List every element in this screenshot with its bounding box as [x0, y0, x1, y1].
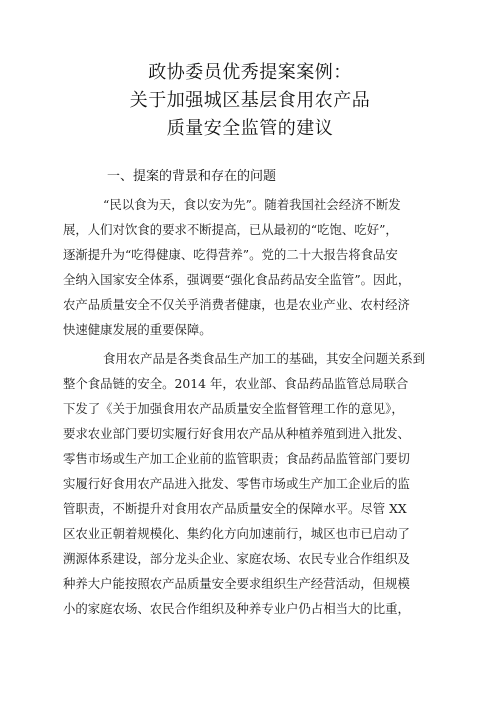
document-title-line-1: 政协委员优秀提案案例：: [148, 62, 352, 83]
document-title-line-3: 质量安全监管的建议: [166, 118, 334, 139]
paragraph-line: 展，人们对饮食的要求不断提高，已从最初的“吃饱、吃好”，: [63, 222, 398, 237]
paragraph-line: 全纳入国家安全体系，强调要“强化食品药品安全监管”。因此，: [63, 272, 411, 287]
paragraph-line: 区农业正朝着规模化、集约化方向加速前行，城区也市已启动了: [63, 526, 410, 541]
paragraph-line: 管职责，不断提升对食用农产品质量安全的保障水平。尽管 XX: [63, 501, 407, 516]
paragraph-line: 小的家庭农场、农民合作组织及种养专业户仍占相当大的比重，: [63, 601, 410, 616]
document-title-line-2: 关于加强城区基层食用农产品: [129, 90, 371, 111]
paragraph-line: 零售市场或生产加工企业前的监管职责；食品药品监管部门要切: [63, 451, 410, 466]
paragraph-line: 农产品质量安全不仅关乎消费者健康，也是农业产业、农村经济: [63, 297, 410, 312]
paragraph-line: “民以食为天，食以安为先”。随着我国社会经济不断发: [103, 197, 401, 212]
section-heading: 一、提案的背景和存在的问题: [107, 169, 277, 184]
paragraph-line: 实履行好食用农产品进入批发、零售市场或生产加工企业后的监: [63, 476, 410, 491]
paragraph-line: 整个食品链的安全。2014 年，农业部、食品药品监管总局联合: [63, 376, 409, 391]
paragraph-line: 食用农产品是各类食品生产加工的基础，其安全问题关系到: [103, 351, 426, 366]
paragraph-line: 下发了《关于加强食用农产品质量安全监督管理工作的意见》，: [63, 401, 404, 416]
paragraph-line: 快速健康发展的重要保障。: [63, 322, 212, 337]
paragraph-line: 溯源体系建设，部分龙头企业、家庭农场、农民专业合作组织及: [63, 551, 410, 566]
paragraph-line: 种养大户能按照农产品质量安全要求组织生产经营活动，但规模: [63, 576, 410, 591]
paragraph-line: 逐渐提升为“吃得健康、吃得营养”。党的二十大报告将食品安: [63, 247, 398, 262]
paragraph-line: 要求农业部门要切实履行好食用农产品从种植养殖到进入批发、: [63, 426, 410, 441]
